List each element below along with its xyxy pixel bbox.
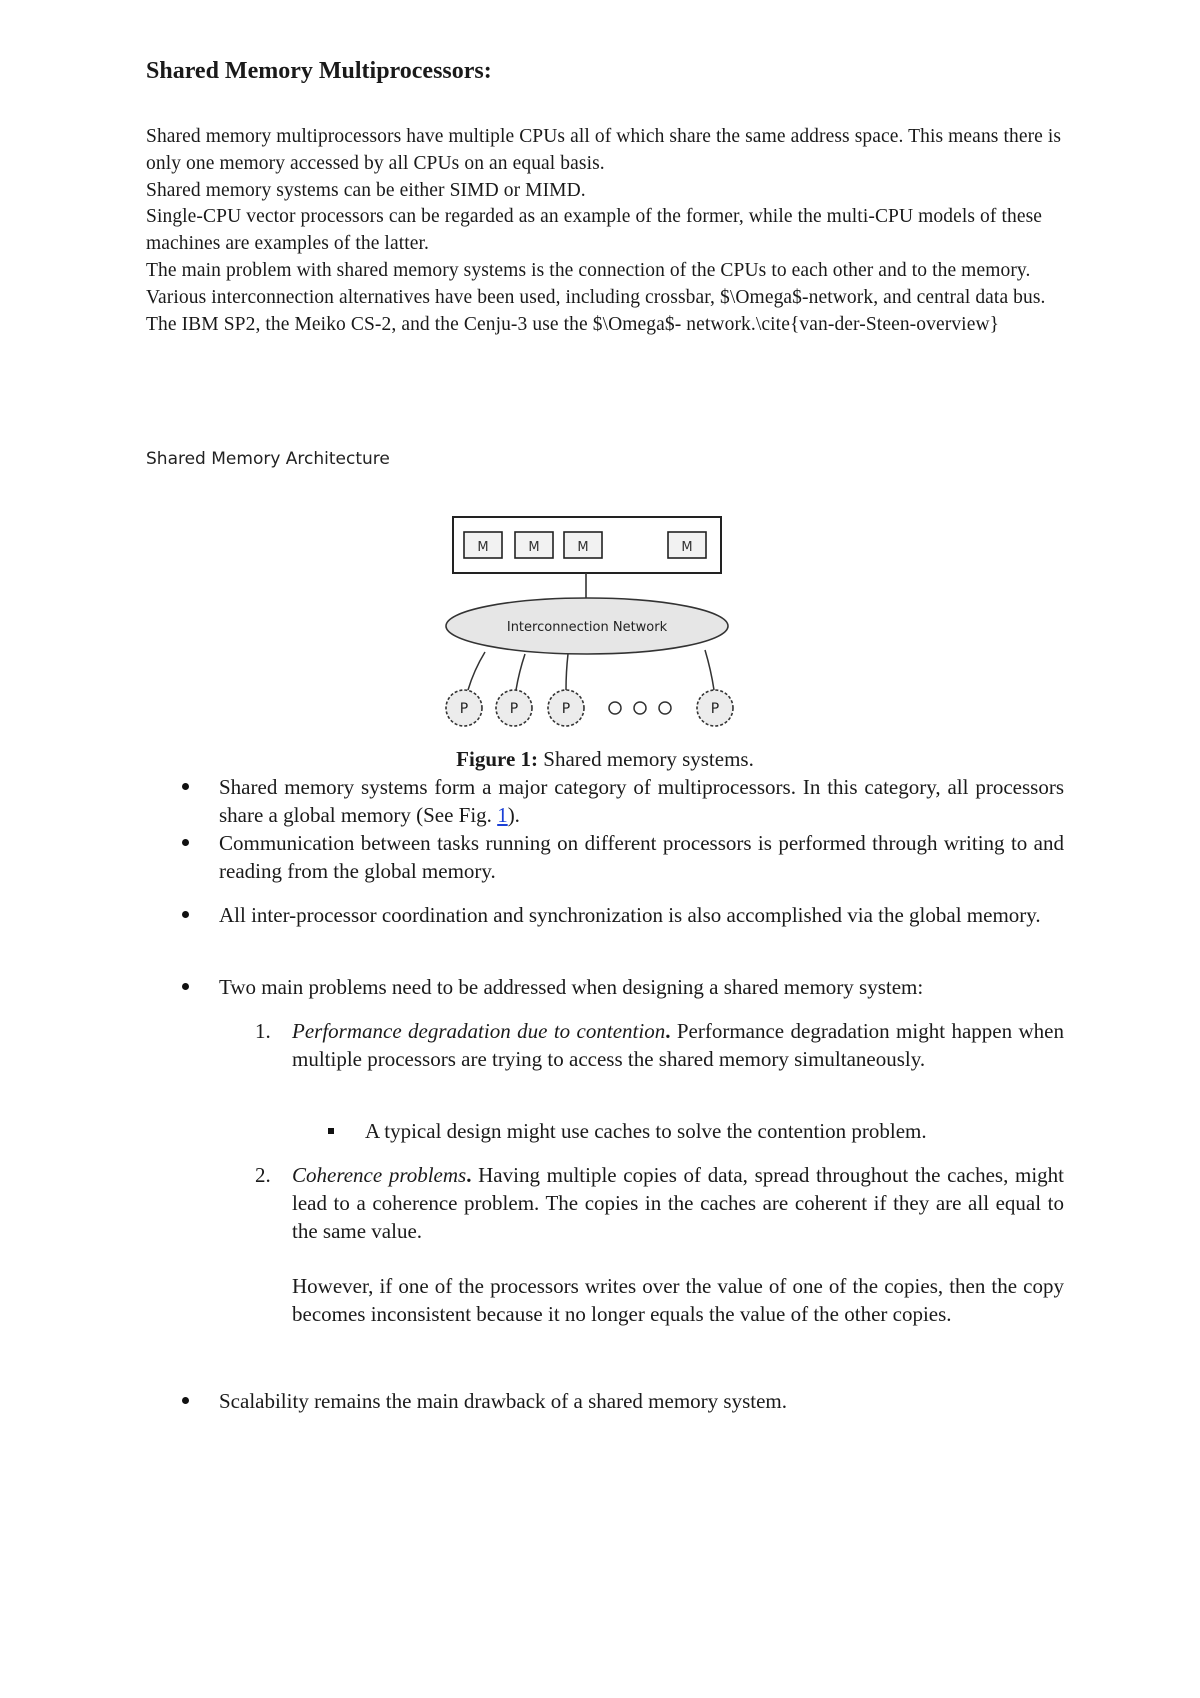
bullet-icon — [182, 839, 189, 846]
memory-module — [564, 532, 602, 558]
list-item — [146, 1387, 1064, 1415]
shared-memory-diagram — [444, 510, 744, 732]
figure-link[interactable]: 1 — [497, 803, 508, 827]
item-text: Having multiple copies of data, spread throughout the caches, might lead to a coherence problem. The copies in the caches are coherent if they are all equal to the same value. — [292, 1163, 1065, 1243]
ellipsis-dot — [634, 702, 646, 714]
processor-link — [468, 652, 485, 690]
processor-node — [496, 690, 532, 726]
sub-list-item — [146, 1117, 1064, 1145]
intro-paragraph: Single-CPU vector processors can be regarded as an example of the former, while the multi-CPU models of these machines are examples of the latter. — [146, 206, 1043, 255]
processor-link — [705, 650, 714, 690]
processor-link — [566, 654, 568, 690]
item-number: 2. — [255, 1163, 271, 1187]
item-title-dot: . — [665, 1019, 671, 1043]
caption-label: Figure 1: — [456, 747, 539, 771]
sub-item-text: A typical design might use caches to solve the contention problem. — [365, 1119, 927, 1143]
bullet-text: All inter-processor coordination and synchronization is also accomplished via the global memory. — [219, 903, 1041, 927]
numbered-item — [146, 1161, 1064, 1245]
bullet-text: Scalability remains the main drawback of a shared memory system. — [219, 1389, 787, 1413]
bullet-icon — [182, 1397, 189, 1404]
intro-paragraph: Various interconnection alternatives have been used, including crossbar, $\Omega$-network, and central data bus. — [146, 286, 1046, 308]
list-item — [146, 901, 1064, 929]
item-continuation-paragraph: However, if one of the processors writes over the value of one of the copies, then the copy becomes inconsistent because it no longer equals the value of the other copies. — [292, 1274, 1064, 1326]
bullet-text: Shared memory systems form a major category of multiprocessors. In this category, all processors share a global memory (See Fig. — [219, 775, 1064, 827]
memory-module — [464, 532, 502, 558]
item-title: Performance degradation due to contention — [292, 1019, 666, 1043]
bullet-icon — [182, 911, 189, 918]
square-bullet-icon — [328, 1128, 334, 1134]
intro-paragraph: The main problem with shared memory systems is the connection of the CPUs to each other and to the memory. — [146, 259, 1031, 281]
intro-paragraph: Shared memory systems can be either SIMD or MIMD. — [146, 179, 586, 201]
intro-paragraph: The IBM SP2, the Meiko CS-2, and the Cenju-3 use the $\Omega$- network.\cite{van-der-Steen-overview} — [146, 313, 1000, 335]
list-item — [146, 973, 1064, 1001]
memory-label: M — [681, 540, 693, 555]
caption-text: Shared memory systems. — [538, 747, 754, 771]
bullet-icon — [182, 983, 189, 990]
processor-node — [446, 690, 482, 726]
processor-link — [516, 654, 525, 690]
bullet-text: Two main problems need to be addressed when designing a shared memory system: — [219, 975, 924, 999]
bullet-text: Communication between tasks running on different processors is performed through writing to and reading from the global memory. — [219, 831, 1064, 883]
memory-label: M — [577, 540, 589, 555]
bullet-icon — [182, 783, 189, 790]
processor-node — [548, 690, 584, 726]
memory-label: M — [528, 540, 540, 555]
figure-caption — [146, 745, 1064, 773]
item-text: Performance degradation might happen when multiple processors are trying to access the shared memory simultaneously. — [292, 1019, 1064, 1071]
page-title: Shared Memory Multiprocessors: — [146, 58, 492, 84]
list-item — [146, 829, 1064, 885]
processor-node — [697, 690, 733, 726]
memory-module — [668, 532, 706, 558]
bullet-text-end: ). — [507, 803, 520, 827]
processor-label: P — [561, 701, 571, 717]
memory-module — [515, 532, 553, 558]
item-number: 1. — [255, 1019, 271, 1043]
item-title: Coherence problems — [292, 1163, 467, 1187]
section-label: Shared Memory Architecture — [146, 449, 390, 469]
ellipsis-dot — [659, 702, 671, 714]
processor-label: P — [710, 701, 720, 717]
numbered-item — [146, 1017, 1064, 1073]
memory-label: M — [477, 540, 489, 555]
processor-label: P — [509, 701, 519, 717]
intro-text — [146, 124, 1064, 338]
ellipsis-dot — [609, 702, 621, 714]
processor-label: P — [459, 701, 469, 717]
intro-paragraph: Shared memory multiprocessors have multiple CPUs all of which share the same address space. This means there is only one memory accessed by all CPUs on an equal basis. — [146, 126, 1062, 174]
network-label: Interconnection Network — [506, 620, 668, 635]
item-title-dot: . — [466, 1163, 472, 1187]
list-item — [146, 773, 1064, 829]
